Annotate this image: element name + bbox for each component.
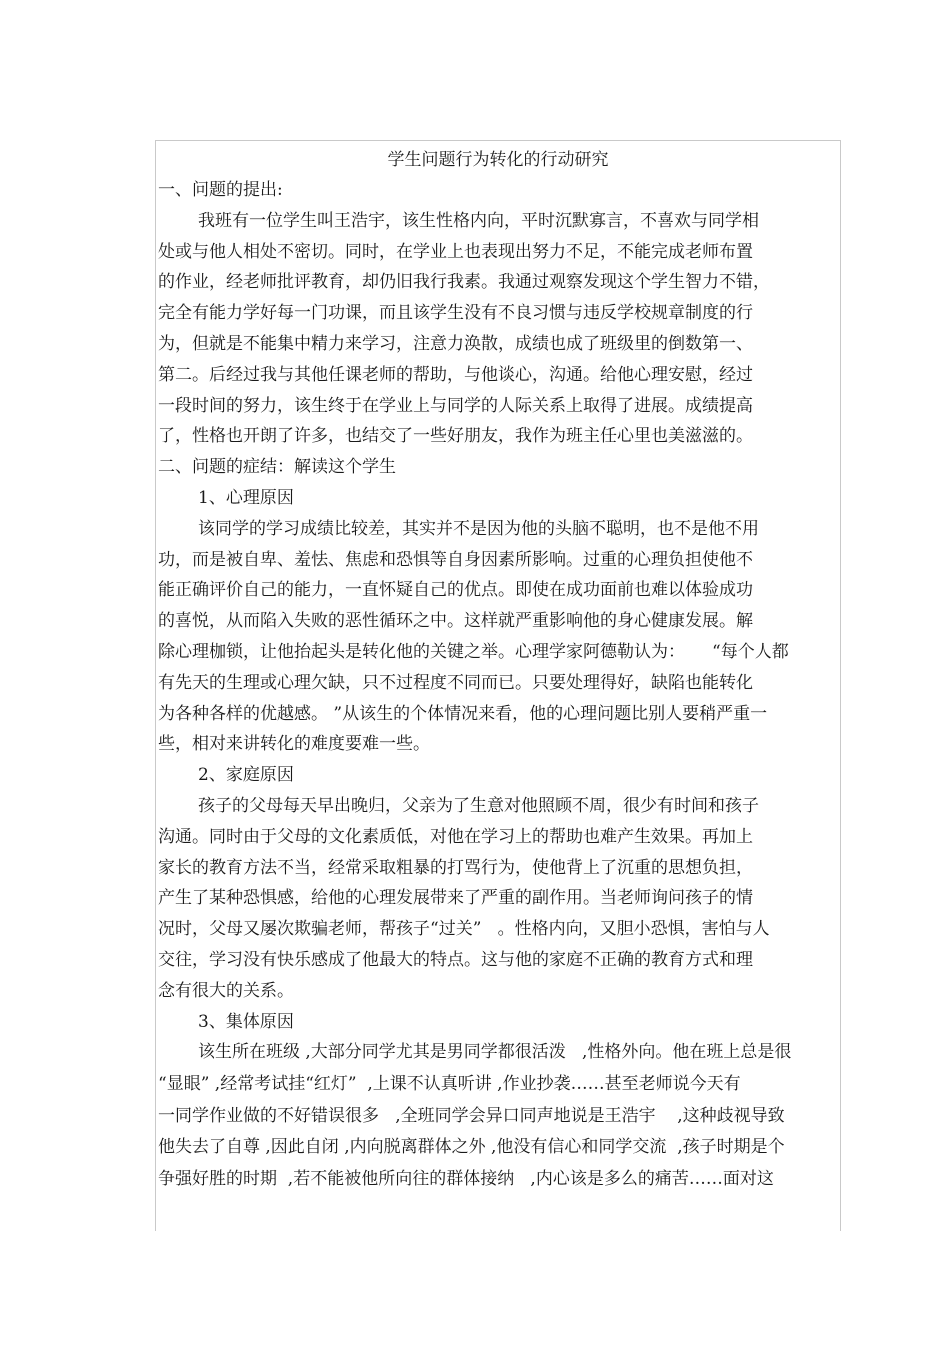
paragraph-line: 除心理枷锁，让他抬起头是转化他的关键之举。心理学家阿德勒认为： “每个人都	[158, 641, 789, 662]
paragraph-line: 处或与他人相处不密切。同时，在学业上也表现出努力不足，不能完成老师布置	[158, 241, 753, 262]
paragraph-line: 的作业，经老师批评教育，却仍旧我行我素。我通过观察发现这个学生智力不错，	[158, 272, 770, 293]
subsection-heading: 1、心理原因	[198, 487, 294, 508]
paragraph-line: 完全有能力学好每一门功课，而且该学生没有不良习惯与违反学校规章制度的行	[158, 303, 753, 324]
paragraph-line: 能正确评价自己的能力，一直怀疑自己的优点。即使在成功面前也难以体验成功	[158, 580, 753, 601]
document-title: 学生问题行为转化的行动研究	[387, 150, 609, 170]
paragraph-line: 争强好胜的时期 ,若不能被他所向往的群体接纳 ,内心该是多么的痛苦……面对这	[158, 1168, 774, 1189]
paragraph-line: 我班有一位学生叫王浩宇，该生性格内向，平时沉默寡言，不喜欢与同学相	[198, 210, 759, 231]
paragraph-line: 该同学的学习成绩比较差，其实并不是因为他的头脑不聪明，也不是他不用	[198, 518, 759, 539]
paragraph-line: 产生了某种恐惧感，给他的心理发展带来了严重的副作用。当老师询问孩子的情	[158, 888, 753, 909]
paragraph-line: 功，而是被自卑、羞怯、焦虑和恐惧等自身因素所影响。过重的心理负担使他不	[158, 549, 753, 570]
subsection-heading: 2、家庭原因	[198, 765, 294, 786]
document-body	[158, 145, 838, 1195]
paragraph-line: 沟通。同时由于父母的文化素质低，对他在学习上的帮助也难产生效果。再加上	[158, 826, 753, 847]
paragraph-line: 了，性格也开朗了许多，也结交了一些好朋友，我作为班主任心里也美滋滋的。	[158, 426, 753, 447]
paragraph-line: 他失去了自尊 ,因此自闭 ,内向脱离群体之外 ,他没有信心和同学交流 ,孩子时期是个	[158, 1137, 785, 1158]
subsection-heading: 3、集体原因	[198, 1011, 294, 1032]
paragraph-line: 有先天的生理或心理欠缺，只不过程度不同而已。只要处理得好，缺陷也能转化	[158, 672, 753, 693]
paragraph-line: 该生所在班级 ,大部分同学尤其是男同学都很活泼 ,性格外向。他在班上总是很	[198, 1042, 792, 1063]
paragraph-line: 为各种各样的优越感。 ”从该生的个体情况来看，他的心理问题比别人要稍严重一	[158, 703, 768, 724]
paragraph-line: 为，但就是不能集中精力来学习，注意力涣散，成绩也成了班级里的倒数第一、	[158, 333, 753, 354]
section-heading: 一、问题的提出:	[158, 180, 283, 200]
paragraph-line: 家长的教育方法不当，经常采取粗暴的打骂行为，使他背上了沉重的思想负担，	[158, 857, 753, 878]
paragraph-line: 交往，学习没有快乐感成了他最大的特点。这与他的家庭不正确的教育方式和理	[158, 949, 753, 970]
paragraph-line: 些，相对来讲转化的难度要难一些。	[158, 734, 430, 755]
paragraph-line: 孩子的父母每天早出晚归，父亲为了生意对他照顾不周，很少有时间和孩子	[198, 795, 759, 816]
paragraph-line: 的喜悦，从而陷入失败的恶性循环之中。这样就严重影响他的身心健康发展。解	[158, 611, 753, 632]
paragraph-line: 念有很大的关系。	[158, 980, 294, 1001]
paragraph-line: 第二。后经过我与其他任课老师的帮助，与他谈心，沟通。给他心理安慰，经过	[158, 364, 753, 385]
section-heading: 二、问题的症结：解读这个学生	[158, 457, 396, 478]
paragraph-line: 一段时间的努力，该生终于在学业上与同学的人际关系上取得了进展。成绩提高	[158, 395, 753, 416]
paragraph-line: 况时，父母又屡次欺骗老师，帮孩子“过关” 。性格内向，又胆小恐惧，害怕与人	[158, 919, 770, 940]
paragraph-line: 一同学作业做的不好错误很多 ,全班同学会异口同声地说是王浩宇 ,这种歧视导致	[158, 1105, 785, 1126]
paragraph-line: “显眼” ,经常考试挂“红灯” ,上课不认真听讲 ,作业抄袭……甚至老师说今天有	[158, 1073, 741, 1094]
